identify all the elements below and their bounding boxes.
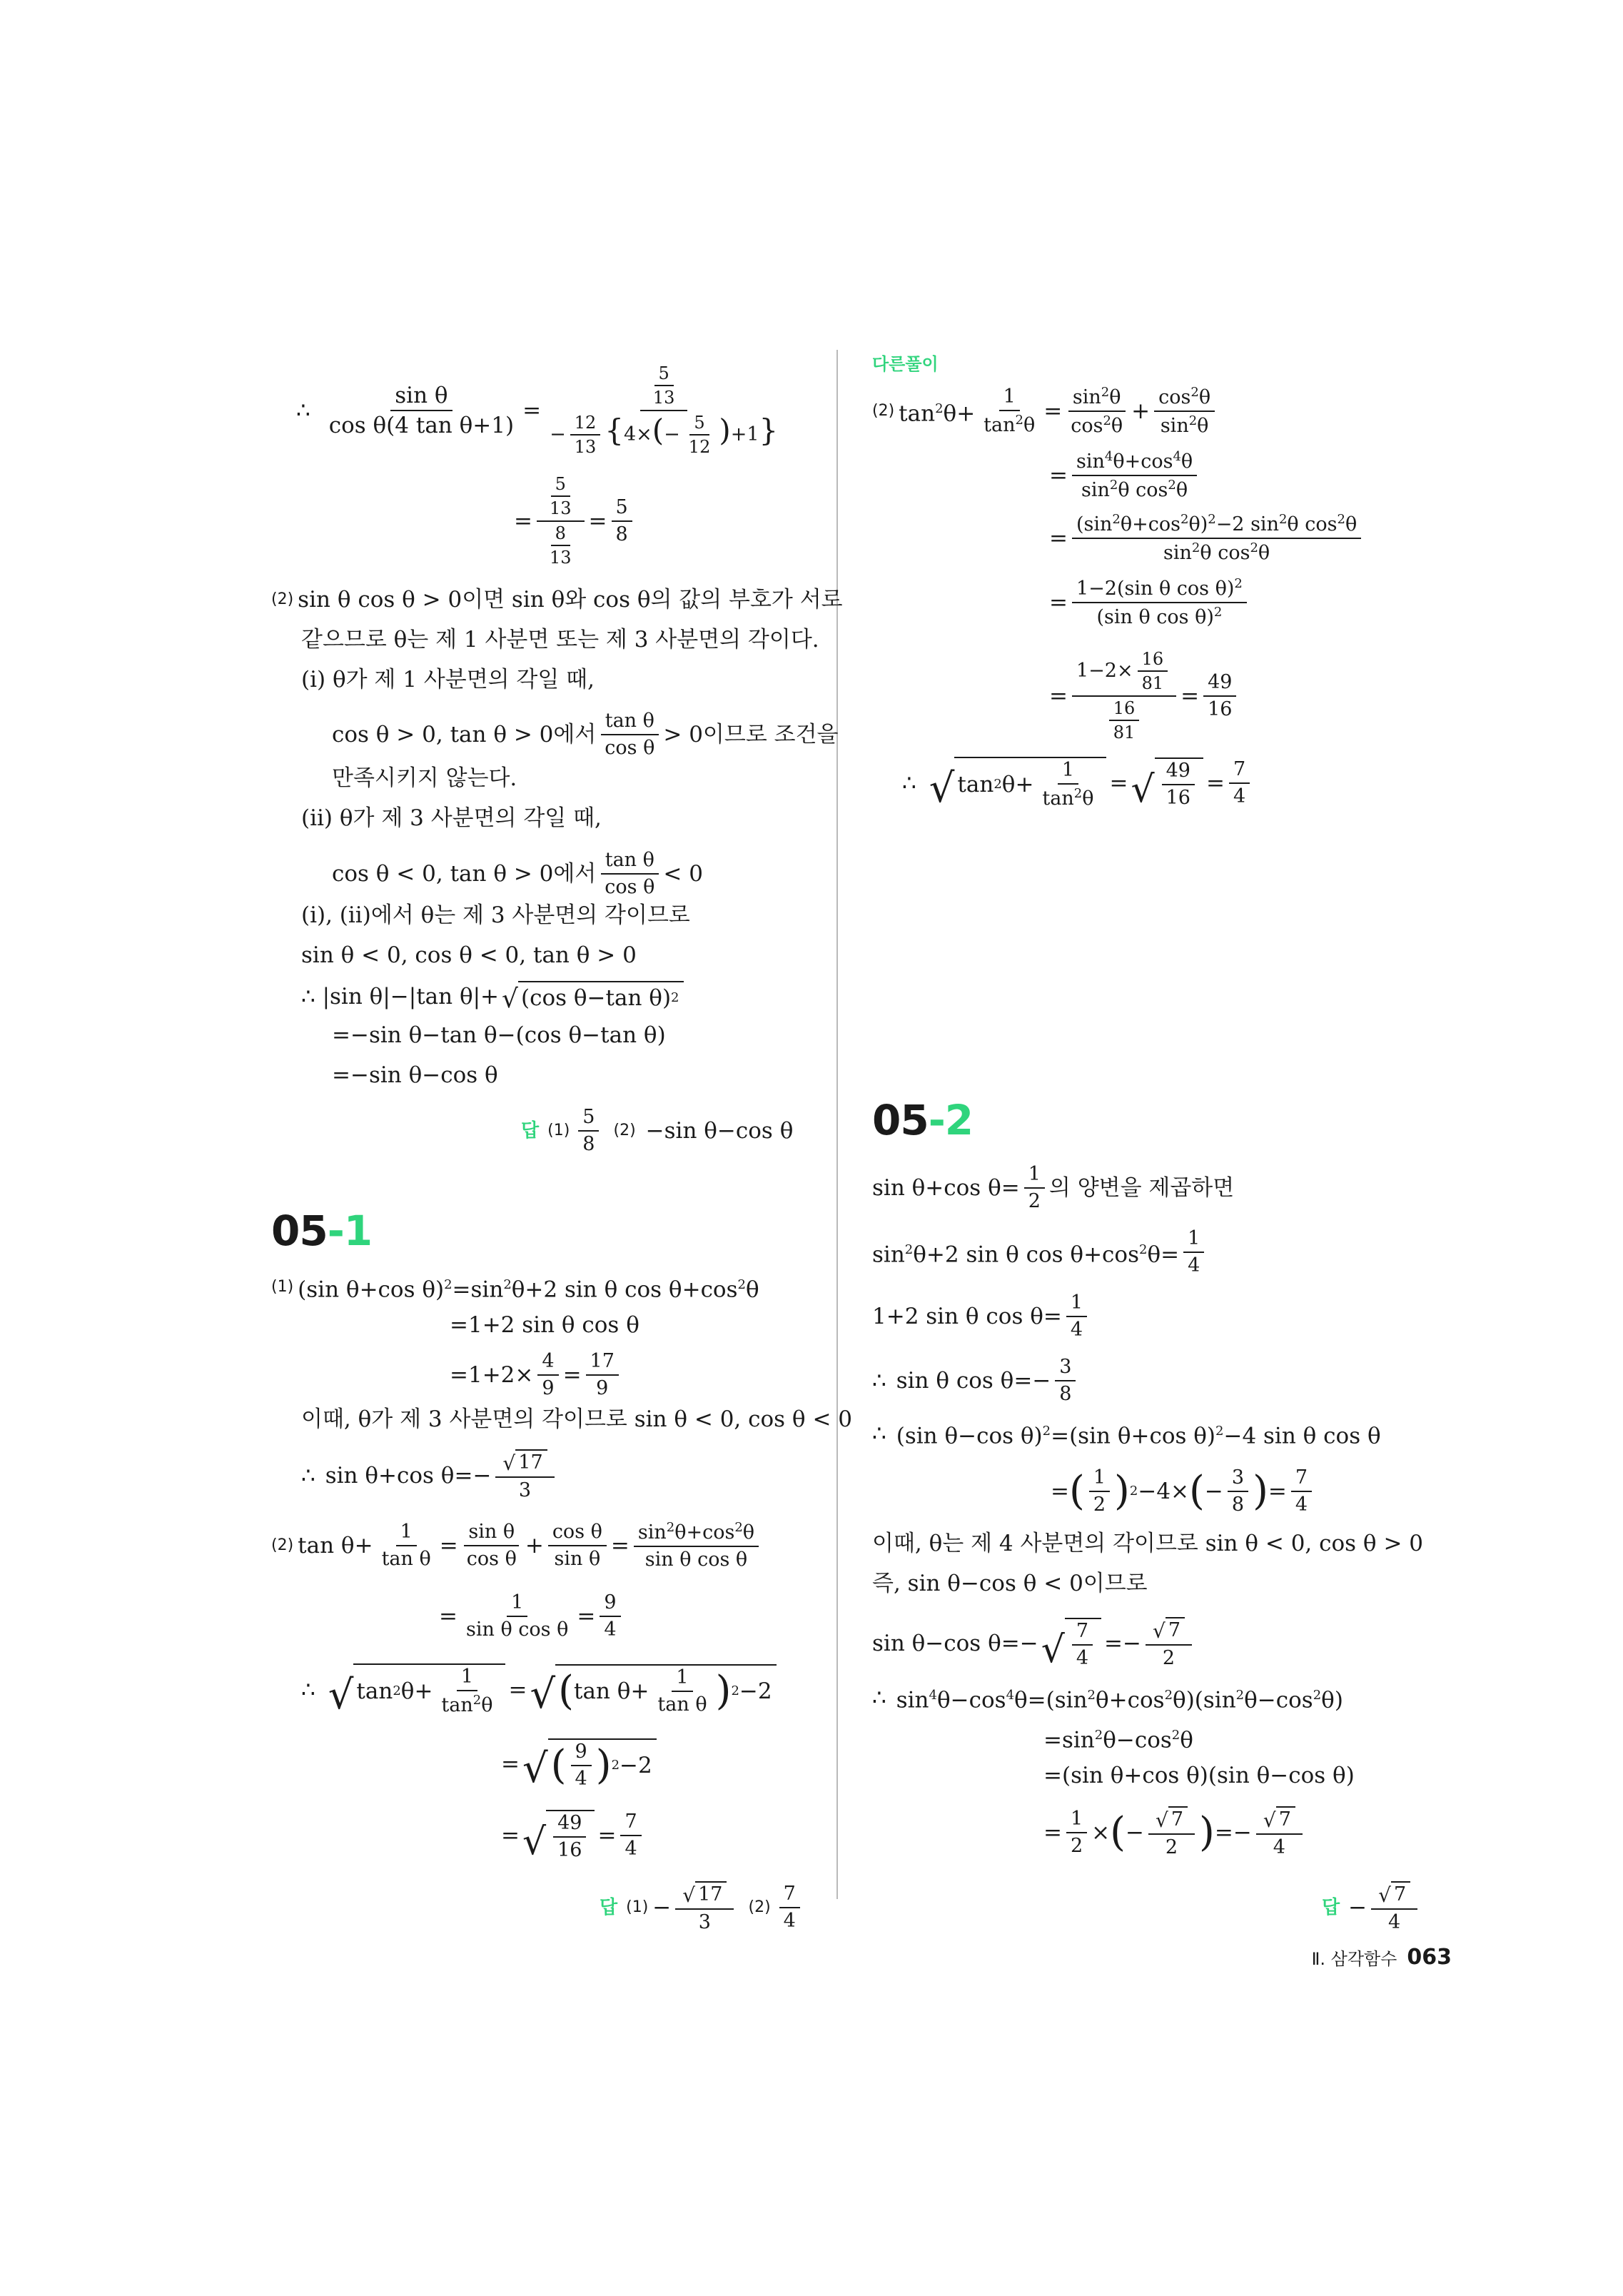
s2-eq-1: sin θ+cos θ= $\frac{1}{2}$ 의 양변을 제곱하면 [872,1163,1235,1212]
s1-eq-4: ∴ sin θ+cos θ=− √ 17 3 [301,1449,559,1501]
line-b: =−sin θ−cos θ [332,1062,498,1088]
line-a: =−sin θ−tan θ−(cos θ−tan θ) [332,1022,666,1048]
case-i-line: cos θ > 0, tan θ > 0에서 $\frac{\text{tan θ}}{\text{cos θ}}$ > 0이므로 조건을 [332,710,839,759]
p2-line2: 같으므로 θ는 제 1 사분면 또는 제 3 사분면의 각이다. [301,627,819,653]
conclude: (ⅰ), (ⅱ)에서 θ는 제 3 사분면의 각이므로 [301,902,690,928]
alt-eq-1: (2) $\tan^2\theta+$ $\frac{1}{\tan^2\theta}$ = $\frac{\sin^2\theta}{\cos^2\theta}$ + $\frac{\cos^2\theta}{\sin^2\theta}$ [872,386,1219,436]
s2-eq-8: ∴ $\sin^4\theta-\cos^4\theta=(\sin^2\theta+\cos^2\theta)(\sin^2\theta-\cos^2\theta)$ [872,1685,1343,1713]
s1-eq-9: = √ $\frac{49}{16}$ = $\frac{7}{4}$ [501,1810,646,1861]
s2-eq-6: = ( $\frac{1}{2}$ ) 2 −4× ( − $\frac{3}{8}$ ) = $\frac{7}{4}$ [1051,1467,1316,1515]
alt-eq-6: ∴ √ tan 2 θ+ $\frac{1}{\tan^2\theta}$ = √ $\frac{49}{16}$ = $\frac{7}{4}$ [902,757,1254,809]
s1-eq-2: =1+2 sin θ cos θ [450,1312,639,1338]
s2-eq-2: $\sin^2\theta+2$ sin θ $\cos \theta+\cos^2\theta=$ $\frac{1}{4}$ [872,1228,1208,1276]
eq-1: ∴ $\frac{\text{sin θ}}{\text{cos θ(4 tan θ+1)}}$ = $\frac{5}{13}$ − $\frac{12}{13}$ {4×(− $\frac{5}{12}$ )+1} [296,363,779,458]
page-footer [1312,1945,1452,1970]
s2-note: 이때, θ는 제 4 사분면의 각이므로 sin θ < 0, cos θ > 0 [872,1531,1423,1556]
s1-eq-6: = $\frac{1}{\text{sin θ cos θ}}$ = $\frac{9}{4}$ [439,1592,625,1640]
section-05-2-heading: 05-2 [872,1096,974,1144]
s2-note2: 즉, sin θ−cos θ < 0이므로 [872,1571,1148,1596]
abs-expr: ∴ |sin θ|−|tan θ|+ √ (cos θ−tan θ) 2 [301,981,687,1012]
s2-eq-11: = $\frac{1}{2}$ × ( − √ 7 2 ) =− √ 7 4 [1043,1806,1307,1858]
alt-solution-label: 다른풀이 [872,354,939,374]
s2-eq-9: $=\sin^2\theta-\cos^2\theta$ [1043,1727,1193,1753]
column-divider [836,350,838,1899]
s2-eq-7: sin θ−cos θ=− √ $\frac{7}{4}$ =− √ 7 2 [872,1617,1196,1669]
chapter-label: Ⅱ. 삼각함수 [1311,1949,1397,1969]
alt-eq-3: = $\frac{(\sin^2\theta+\cos^2\theta)^2-2 \sin^2\theta \cos^2\theta}{\sin^2\theta \cos^2\theta}$ [1049,513,1365,563]
answer-05-2: 답 − √ 7 4 [1322,1881,1422,1933]
signs: sin θ < 0, cos θ < 0, tan θ > 0 [301,942,637,968]
alt-eq-4: = $\frac{1-2(\sin \theta \cos \theta)^2}{(\sin \theta \cos \theta)^2}$ [1049,577,1251,628]
s2-eq-10: =(sin θ+cos θ)(sin θ−cos θ) [1043,1763,1355,1788]
s1-eq-3: =1+2× $\frac{4}{9}$ = $\frac{17}{9}$ [450,1351,623,1399]
page-number: 063 [1407,1945,1452,1970]
s2-eq-3: 1+2 sin θ cos θ= $\frac{1}{4}$ [872,1292,1091,1340]
s1-eq-5: (2) tan θ+ $\frac{1}{\text{tan θ}}$ = $\frac{\text{sin θ}}{\text{cos θ}}$ + $\frac{\text{cos θ}}{\text{sin θ}}$ = $\frac{\sin^2\theta+\cos^2\theta}{\text{sin θ cos θ}}$ [271,1521,763,1570]
alt-eq-5: = 1−2× $\frac{16}{81}$ $\frac{16}{81}$ = $\frac{49}{16}$ [1049,650,1240,742]
case-i-end: 만족시키지 않는다. [332,765,517,791]
answer-05-1: 답 (1) − √ 17 3 (2) $\frac{7}{4}$ [600,1881,804,1933]
case-ii-line: cos θ < 0, tan θ > 0에서 $\frac{\text{tan θ}}{\text{cos θ}}$ < 0 [332,849,703,898]
s2-eq-5: ∴ (sin θ−cos θ)$^2$=(sin θ+cos θ)$^2$−4 sin θ cos θ [872,1421,1381,1449]
eq-2: = $\frac{\frac{5}{13}}{\frac{8}{13}}$ = $\frac{5}{8}$ [514,475,637,568]
answer-prev: 답 (1) $\frac{5}{8}$ (2) −sin θ−cos θ [521,1106,794,1155]
s1-eq-1: (1) (sin θ+cos $\theta)^2=\sin^2\theta+2$ sin θ $\cos \theta+\cos^2\theta$ [271,1277,759,1303]
s2-eq-4: ∴ sin θ cos θ=− $\frac{3}{8}$ [872,1356,1080,1404]
case-ii-header: (ⅱ) θ가 제 3 사분면의 각일 때, [301,805,602,831]
s1-eq-8: = √ ( $\frac{9}{4}$ ) 2 −2 [501,1738,659,1789]
s1-note: 이때, θ가 제 3 사분면의 각이므로 sin θ < 0, cos θ < 0 [301,1406,852,1432]
alt-eq-2: = $\frac{\sin^4\theta+\cos^4\theta}{\sin^2\theta \cos^2\theta}$ [1049,450,1201,500]
section-05-1-heading: 05-1 [271,1207,373,1255]
s1-eq-7: ∴ √ tan 2 θ+ $\frac{1}{\tan^2\theta}$ = √ ( tan θ+ $\frac{1}{\text{tan θ}}$ ) 2 −2 [301,1663,779,1716]
p2-line1: (2) sin θ cos θ > 0이면 sin θ와 cos θ의 값의 부호가 서로 [271,587,843,613]
case-i-header: (ⅰ) θ가 제 1 사분면의 각일 때, [301,667,595,693]
